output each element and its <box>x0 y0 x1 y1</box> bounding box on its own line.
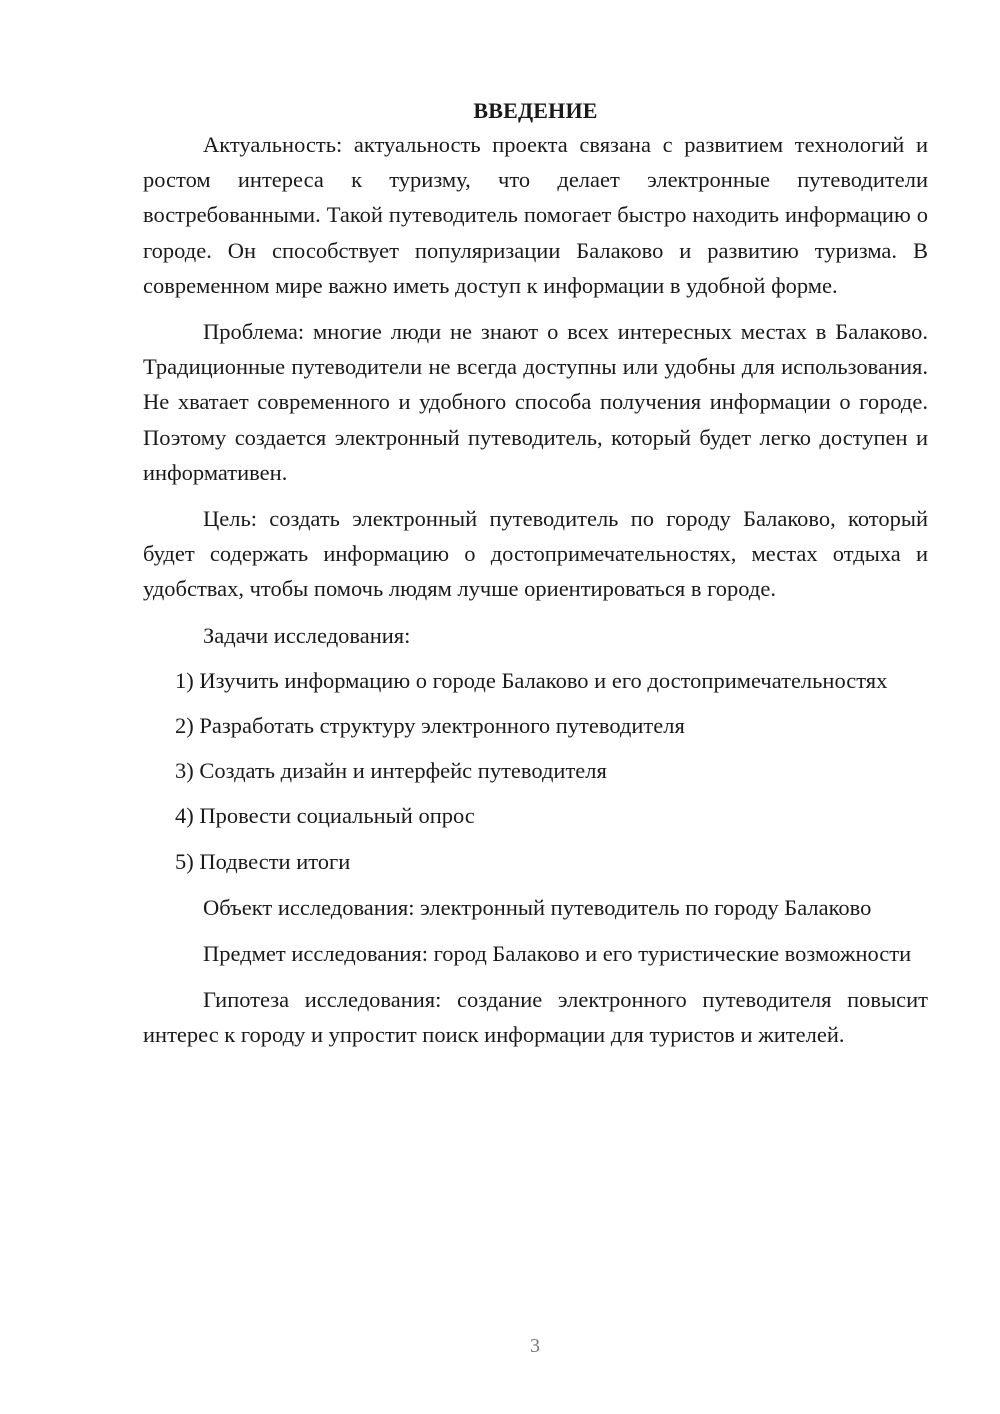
tasks-heading: Задачи исследования: <box>203 622 411 648</box>
paragraph-relevance: Актуальность: актуальность проекта связана с развитием технологий и ростом интереса к туризму, что делает электронные путеводители востребованными. Такой путеводитель помогает быстро находить информацию о городе. Он способствует популяризации Балаково и развитию туризма. В современном мире важно иметь доступ к информации в удобной форме. <box>143 132 928 298</box>
tasks-list <box>143 663 928 879</box>
paragraph-goal: Цель: создать электронный путеводитель по городу Балаково, который будет содержать информацию о достопримечательностях, местах отдыха и удобствах, чтобы помочь людям лучше ориентироваться в городе. <box>143 506 928 602</box>
document-page <box>143 93 928 1053</box>
task-item: 4) Провести социальный опрос <box>175 803 475 829</box>
task-item: 5) Подвести итоги <box>175 848 351 874</box>
task-item: 1) Изучить информацию о городе Балаково и его достопримечательностях <box>175 667 888 693</box>
page-title: ВВЕДЕНИЕ <box>473 98 598 123</box>
paragraph-object: Объект исследования: электронный путеводитель по городу Балаково <box>203 894 872 920</box>
page-number: 3 <box>530 1335 540 1357</box>
paragraph-hypothesis: Гипотеза исследования: создание электронного путеводителя повысит интерес к городу и упростит поиск информации для туристов и жителей. <box>143 987 928 1048</box>
task-item: 3) Создать дизайн и интерфейс путеводителя <box>175 758 607 784</box>
task-item: 2) Разработать структуру электронного путеводителя <box>175 713 685 739</box>
paragraph-problem: Проблема: многие люди не знают о всех интересных местах в Балаково. Традиционные путеводители не всегда доступны или удобны для использования. Не хватает современного и удобного способа получения информации о городе. Поэтому создается электронный путеводитель, который будет легко доступен и информативен. <box>143 319 928 485</box>
paragraph-subject: Предмет исследования: город Балаково и его туристические возможности <box>203 941 912 967</box>
